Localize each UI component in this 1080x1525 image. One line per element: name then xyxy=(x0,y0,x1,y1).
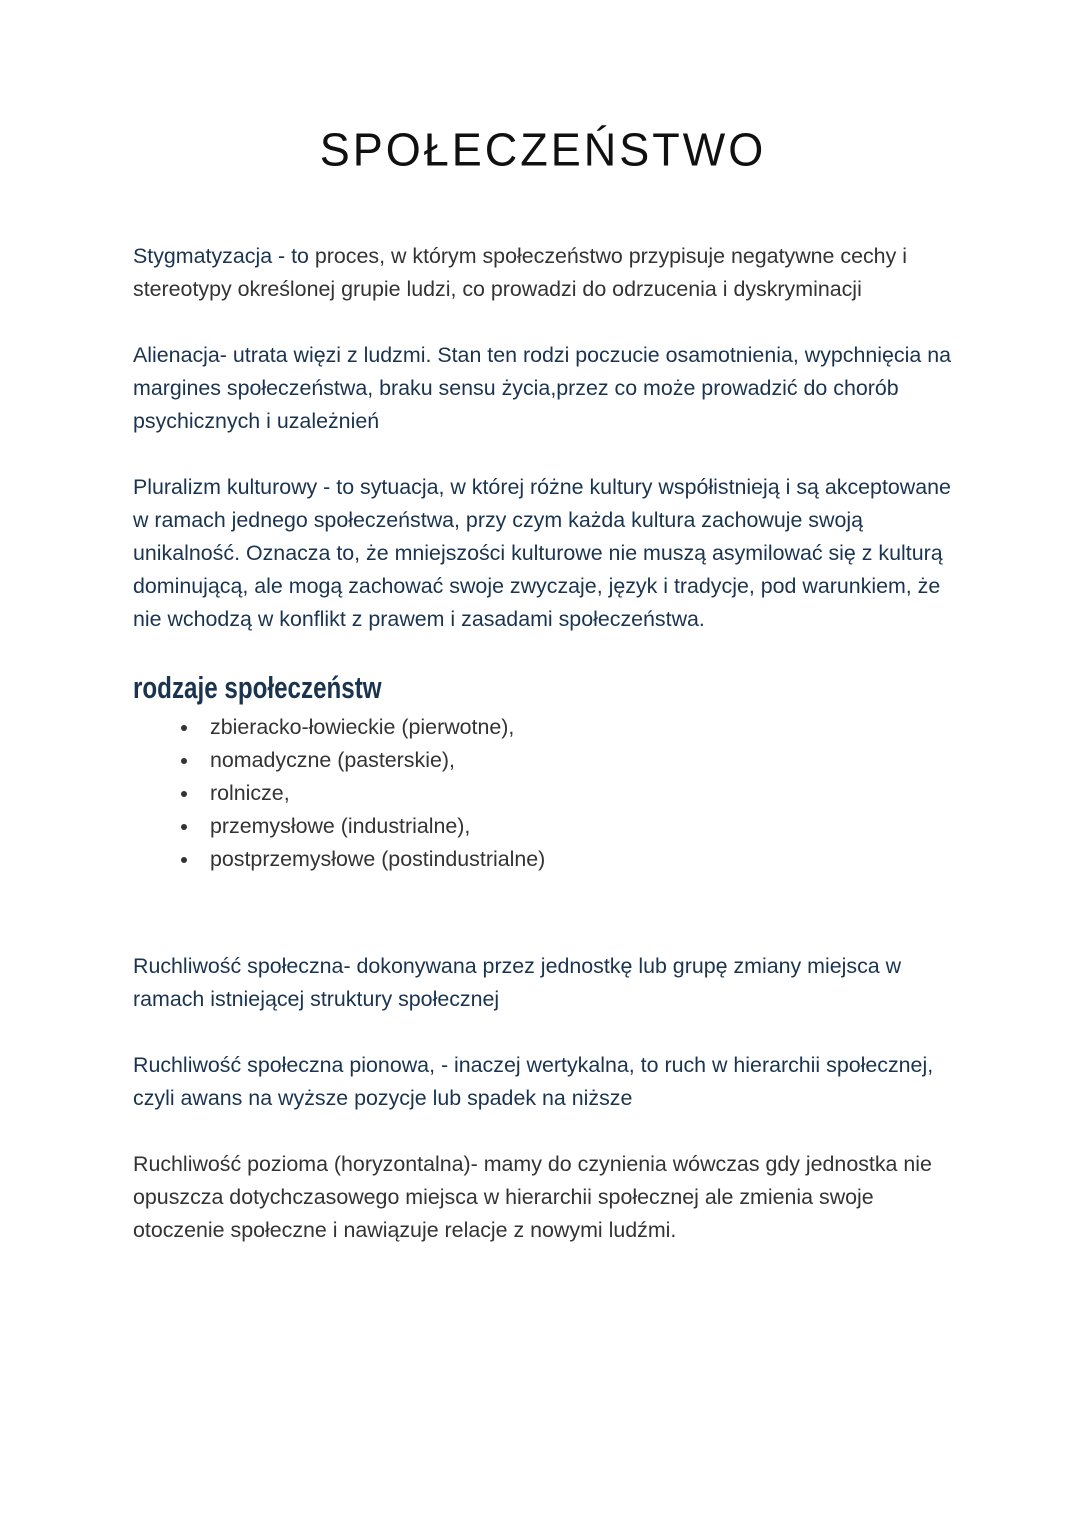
definition-ruchliwosc-pionowa: Ruchliwość społeczna pionowa, - inaczej wertykalna, to ruch w hierarchii społecznej, czyli awans na wyższe pozycje lub spadek na niższe xyxy=(133,1053,934,1110)
definition-term-stygmatyzacja: Stygmatyzacja - to xyxy=(133,244,309,268)
section-heading-rodzaje-spoleczenstw xyxy=(133,670,953,706)
list-item-przemyslowe: • przemysłowe (industrialne), xyxy=(200,810,953,843)
definition-pluralizm-kulturowy: Pluralizm kulturowy - to sytuacja, w której różne kultury współistnieją i są akceptowane w ramach jednego społeczeństwa, przy czym każda kultura zachowuje swoją unikalność. Oznacza to, że mniejszości kulturowe nie muszą asymilować się z kulturą dominującą, ale mogą zachować swoje zwyczaje, język i tradycje, pod warunkiem, że nie wchodzą w konflikt z prawem i zasadami społeczeństwa. xyxy=(133,475,951,631)
section-heading-text: rodzaje społeczeństw xyxy=(133,670,382,705)
definition-alienacja: Alienacja- utrata więzi z ludzmi. Stan ten rodzi poczucie osamotnienia, wypchnięcia na margines społeczeństwa, braku sensu życia,przez co może prowadzić do chorób psychicznych i uzależnień xyxy=(133,343,952,433)
document-content xyxy=(133,0,953,1247)
page-title: SPOŁECZEŃSTWO xyxy=(319,122,767,176)
society-types-list xyxy=(133,711,953,876)
definition-stygmatyzacja xyxy=(133,240,953,306)
list-item-nomadyczne: • nomadyczne (pasterskie), xyxy=(200,744,953,777)
definition-ruchliwosc-spoleczna: Ruchliwość społeczna- dokonywana przez jednostkę lub grupę zmiany miejsca w ramach istniejącej struktury społecznej xyxy=(133,954,902,1011)
list-item-rolnicze: • rolnicze, xyxy=(200,777,953,810)
definition-ruchliwosc-pozioma: Ruchliwość pozioma (horyzontalna)- mamy do czynienia wówczas gdy jednostka nie opuszcza dotychczasowego miejsca w hierarchii społecznej ale zmienia swoje otoczenie społeczne i nawiązuje relacje z nowymi ludźmi. xyxy=(133,1152,932,1242)
list-item-zbieracko-lowieckie: • zbieracko-łowieckie (pierwotne), xyxy=(200,711,953,744)
list-item-postprzemyslowe: • postprzemysłowe (postindustrialne) xyxy=(200,843,953,876)
definition-body-stygmatyzacja: proces, w którym społeczeństwo przypisuje negatywne cechy i stereotypy określonej grupie ludzi, co prowadzi do odrzucenia i dyskryminacji xyxy=(133,244,907,301)
